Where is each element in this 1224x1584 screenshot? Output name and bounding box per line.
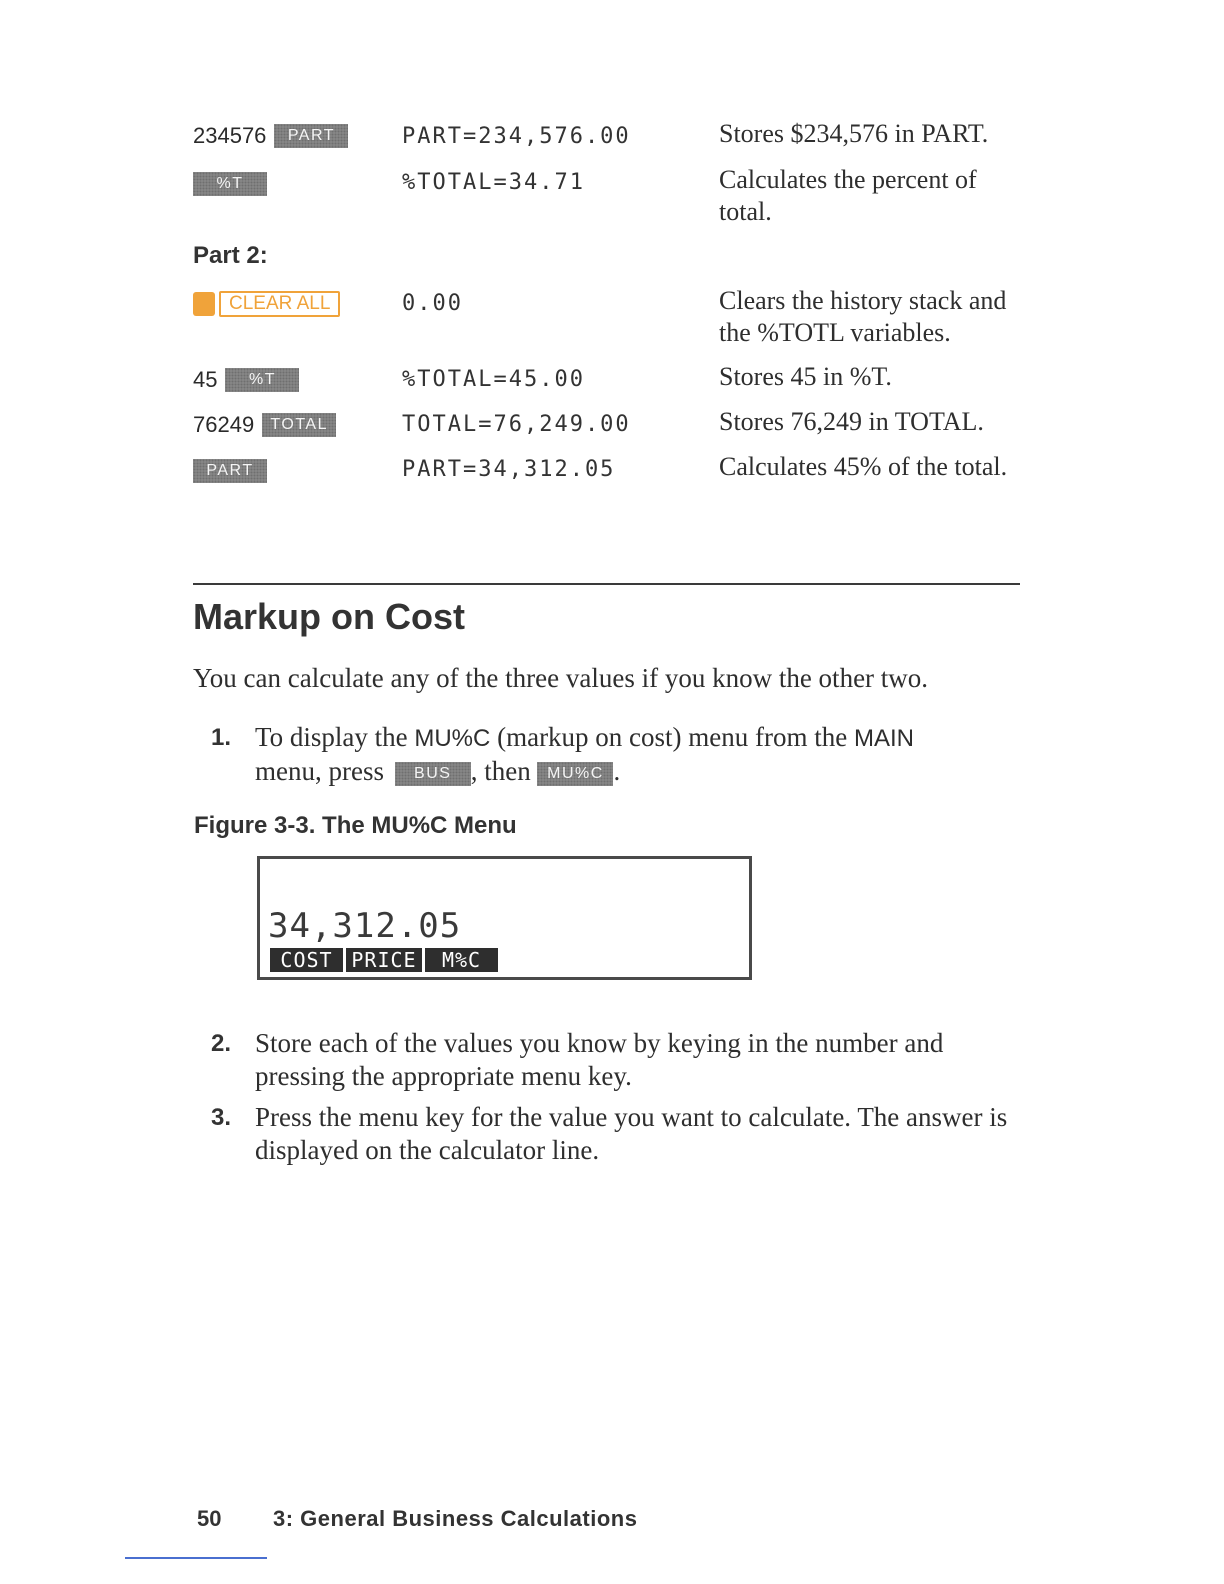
figure-caption: Figure 3-3. The MU%C Menu [194, 812, 517, 839]
display-text-row-5: TOTAL=76,249.00 [402, 412, 631, 437]
percent-total-softkey: %T [225, 368, 299, 392]
total-softkey: TOTAL [262, 413, 336, 437]
keystroke-row-2 [193, 170, 267, 196]
step-1-text [255, 721, 1025, 788]
key-number: 76249 [193, 412, 255, 438]
description-row-2: Calculates the percent of total. [719, 165, 977, 226]
display-text-row-2: %TOTAL=34.71 [402, 170, 585, 195]
description-row-5: Stores 76,249 in TOTAL. [719, 407, 984, 436]
menu-cost: COST [270, 948, 343, 972]
lcd-number: 34,312.05 [268, 906, 462, 946]
step-1-text-part: , then [470, 756, 531, 786]
percent-total-softkey: %T [193, 172, 267, 196]
intro-paragraph: You can calculate any of the three values if you know the other two. [193, 663, 929, 693]
step-1-text-part: (markup on cost) menu from the [497, 722, 848, 752]
bus-softkey: BUS [395, 762, 471, 786]
section-divider [193, 583, 1020, 585]
description-row-4: Stores 45 in %T. [719, 362, 892, 391]
step-1-number: 1. [211, 724, 232, 751]
part-2-heading: Part 2: [193, 242, 268, 269]
description-row-1: Stores $234,576 in PART. [719, 119, 989, 148]
menu-m-pct-c: M%C [425, 948, 498, 972]
step-1-text-part: To display the [255, 722, 408, 752]
key-number: 45 [193, 367, 218, 393]
part-softkey: PART [274, 124, 348, 148]
description-row-3: Clears the history stack and the %TOTL variables. [719, 286, 1007, 347]
mu-c-label: MU%C [414, 725, 491, 752]
step-1-text-part: . [613, 756, 621, 786]
step-2-number: 2. [211, 1030, 232, 1057]
display-text-row-3: 0.00 [402, 291, 463, 316]
display-text-row-4: %TOTAL=45.00 [402, 367, 585, 392]
key-number: 234576 [193, 123, 267, 149]
main-label: MAIN [854, 725, 914, 752]
keystroke-row-3 [193, 290, 340, 317]
step-1-text-part: menu, press [255, 756, 384, 786]
shift-key-icon [193, 292, 215, 316]
chapter-title: 3: General Business Calculations [273, 1506, 638, 1531]
keystroke-row-1 [193, 122, 348, 149]
clear-all-key: CLEAR ALL [219, 291, 340, 317]
keystroke-row-5 [193, 411, 336, 438]
part-softkey: PART [193, 459, 267, 483]
step-2-text: Store each of the values you know by keying in the number and pressing the appropriate menu key. [255, 1028, 944, 1091]
description-row-6: Calculates 45% of the total. [719, 452, 1008, 481]
footer-underline [125, 1557, 267, 1559]
step-3-number: 3. [211, 1104, 232, 1131]
display-text-row-1: PART=234,576.00 [402, 124, 631, 149]
mu-c-softkey: MU%C [537, 762, 613, 786]
display-text-row-6: PART=34,312.05 [402, 457, 616, 482]
page-number: 50 [197, 1506, 222, 1531]
lcd-menu-row [270, 948, 498, 972]
section-title: Markup on Cost [193, 596, 466, 637]
keystroke-row-4 [193, 366, 299, 393]
step-3-text: Press the menu key for the value you want to calculate. The answer is displayed on the calculator line. [255, 1102, 1008, 1165]
menu-price: PRICE [346, 948, 422, 972]
keystroke-row-6 [193, 457, 267, 483]
